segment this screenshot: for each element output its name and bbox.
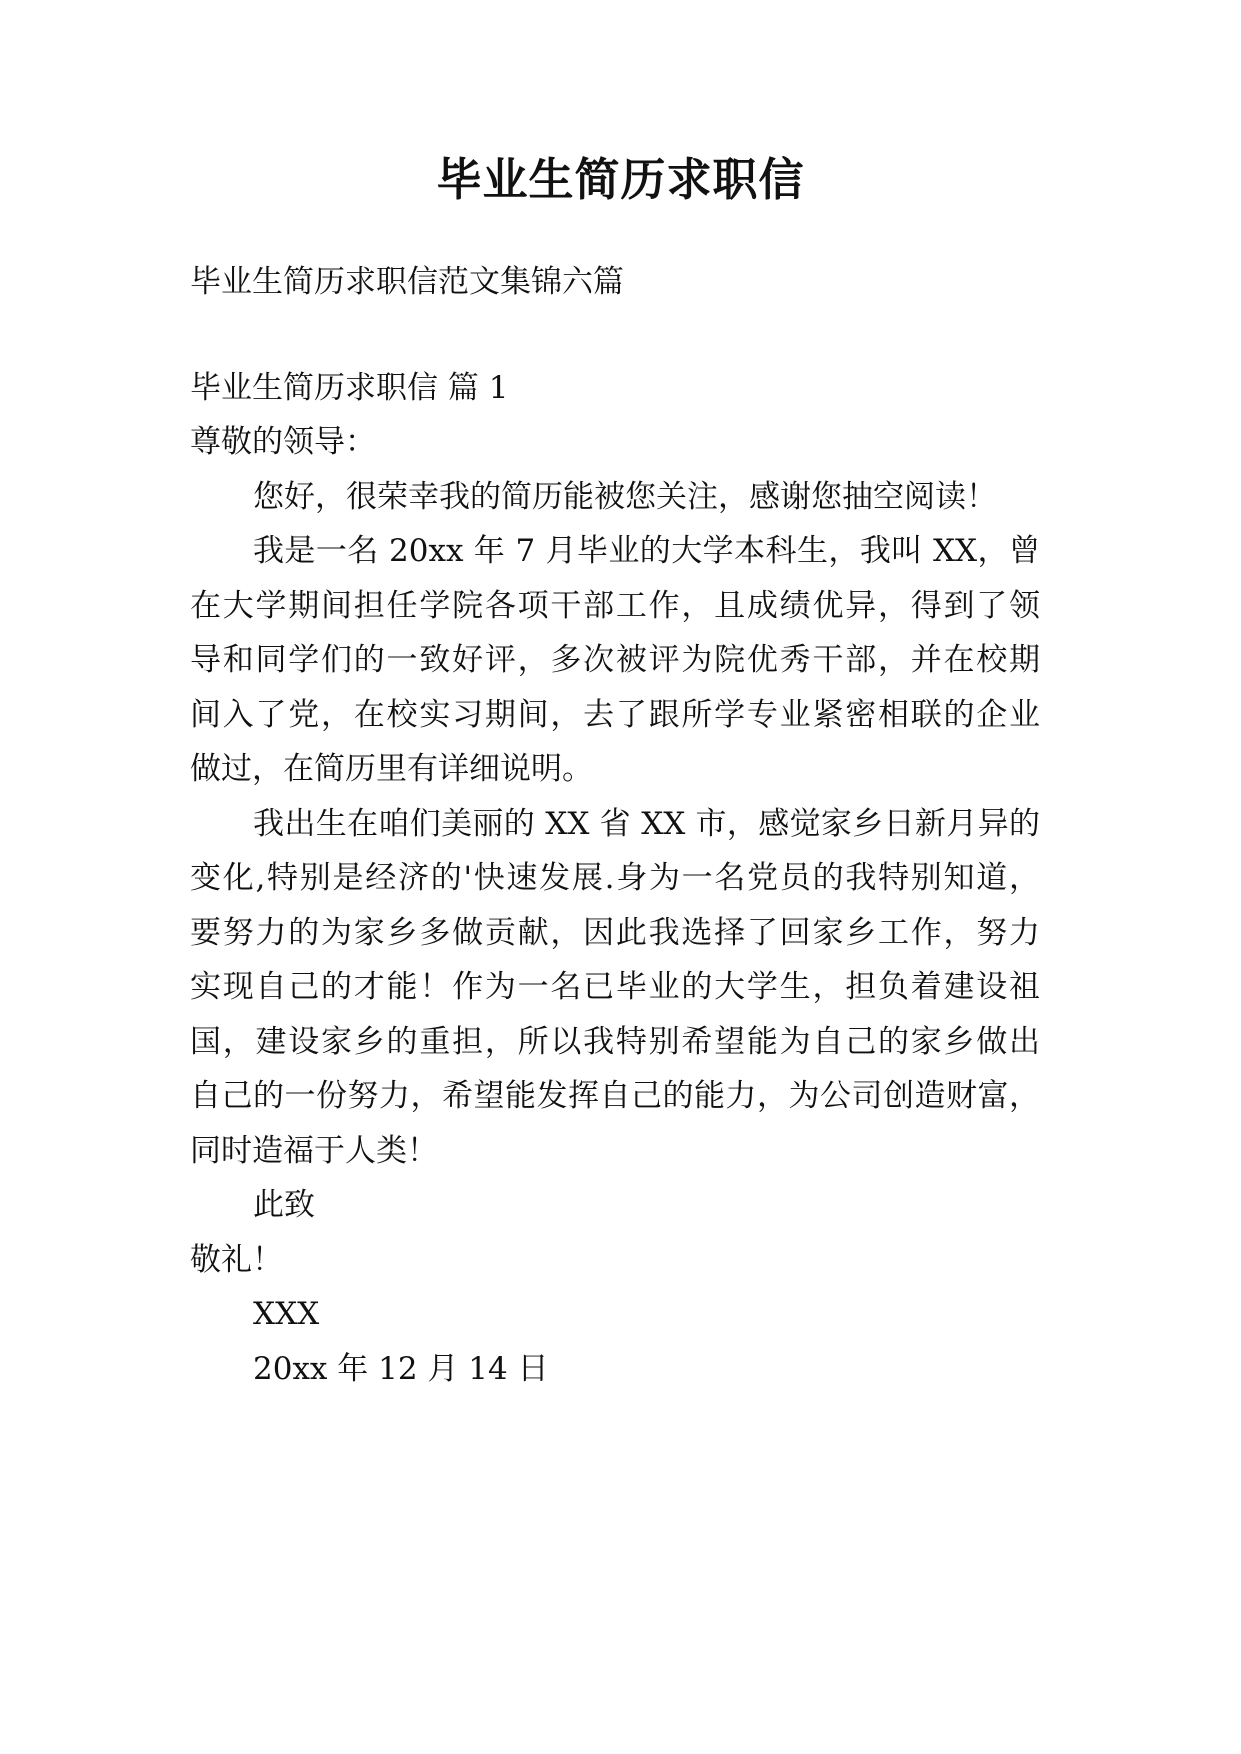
letter-date: 20xx 年 12 月 14 日 xyxy=(253,1351,549,1387)
paragraph2-line: 变化,特别是经济的'快速发展.身为一名党员的我特别知道， xyxy=(190,860,1040,896)
greeting-line: 您好，很荣幸我的简历能被您关注，感谢您抽空阅读！ xyxy=(253,479,997,515)
closing-line-2: 敬礼！ xyxy=(190,1242,283,1278)
paragraph2-line: 自己的一份努力，希望能发挥自己的能力，为公司创造财富， xyxy=(190,1078,1040,1114)
document-title: 毕业生简历求职信 xyxy=(436,153,805,206)
salutation: 尊敬的领导： xyxy=(190,424,376,460)
section-heading: 毕业生简历求职信 篇 1 xyxy=(190,370,509,406)
document-subtitle: 毕业生简历求职信范文集锦六篇 xyxy=(190,264,624,300)
paragraph1-line: 我是一名 20xx 年 7 月毕业的大学本科生，我叫 XX，曾 xyxy=(253,533,1040,569)
paragraph1-line: 间入了党，在校实习期间，去了跟所学专业紧密相联的企业 xyxy=(190,697,1040,733)
paragraph2-line: 国，建设家乡的重担，所以我特别希望能为自己的家乡做出 xyxy=(190,1024,1040,1060)
paragraph1-line: 在大学期间担任学院各项干部工作，且成绩优异，得到了领 xyxy=(190,588,1040,624)
paragraph1-line: 做过，在简历里有详细说明。 xyxy=(190,751,593,787)
paragraph2-line: 实现自己的才能！作为一名已毕业的大学生，担负着建设祖 xyxy=(190,969,1040,1005)
paragraph2-line: 我出生在咱们美丽的 XX 省 XX 市，感觉家乡日新月异的 xyxy=(253,806,1040,842)
signature: XXX xyxy=(253,1296,320,1332)
closing-line-1: 此致 xyxy=(253,1187,315,1223)
paragraph2-line: 同时造福于人类！ xyxy=(190,1133,438,1169)
paragraph1-line: 导和同学们的一致好评，多次被评为院优秀干部，并在校期 xyxy=(190,642,1040,678)
paragraph2-line: 要努力的为家乡多做贡献，因此我选择了回家乡工作，努力 xyxy=(190,915,1040,951)
